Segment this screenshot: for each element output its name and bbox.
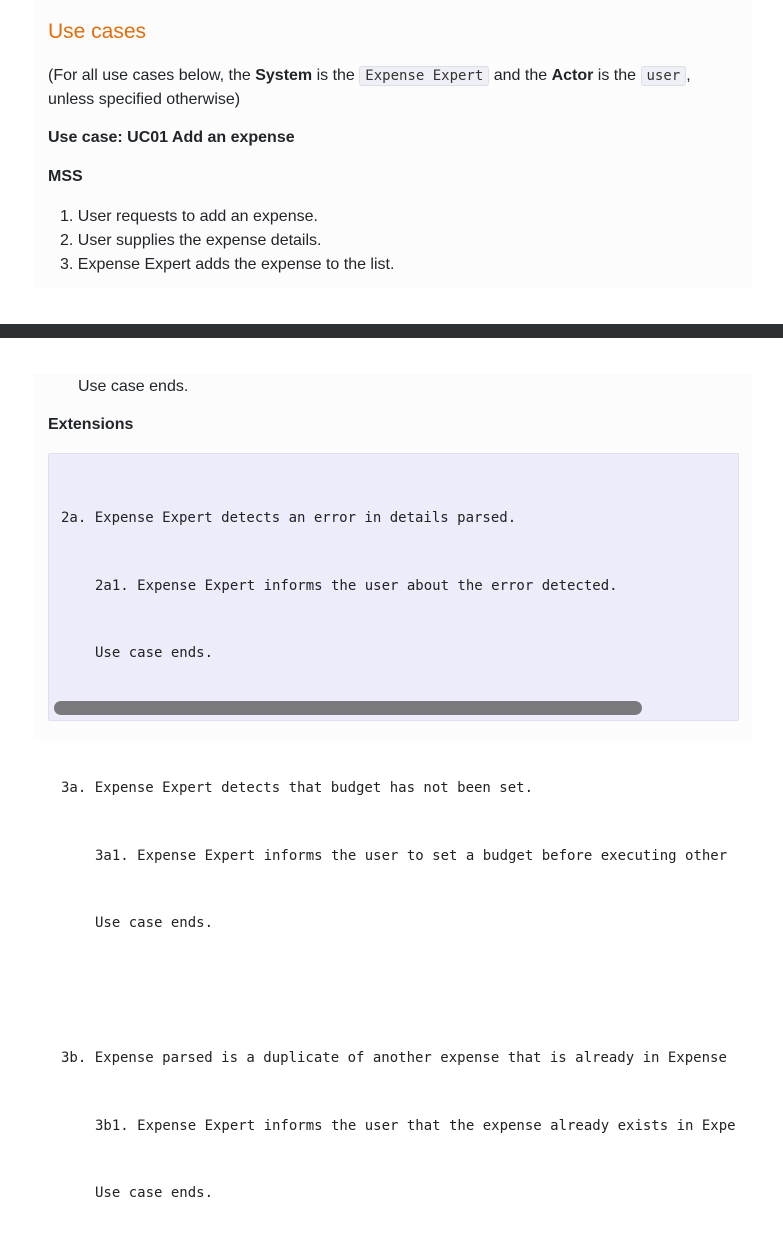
extensions-code: [61, 462, 736, 1250]
mss-step: 3. Expense Expert adds the expense to the list.: [60, 256, 395, 273]
extension-end: Use case ends.: [95, 915, 214, 931]
extension-subline: 2a1. Expense Expert informs the user about the error detected.: [95, 577, 618, 594]
extension-subline: 3a1. Expense Expert informs the user to set a budget before executing other: [95, 847, 728, 864]
mss-step: 2. User supplies the expense details.: [60, 232, 322, 249]
extensions-heading: Extensions: [48, 416, 134, 433]
extension-line: 3b. Expense parsed is a duplicate of another expense that is already in Expense: [61, 1050, 727, 1066]
section-title: Use cases: [48, 20, 147, 43]
use-case-ends: Use case ends.: [78, 378, 189, 395]
mss-heading: MSS: [48, 168, 83, 185]
intro-text-2: is the: [312, 67, 360, 84]
extension-subline: 3b1. Expense Expert informs the user that the expense already exists in Expe: [95, 1117, 736, 1134]
horizontal-scrollbar[interactable]: [54, 701, 642, 715]
intro-text-1: (For all use cases below, the: [48, 67, 256, 84]
mss-step-list: [60, 205, 394, 277]
intro-text-4: is the: [593, 67, 641, 84]
actor-label: Actor: [551, 67, 594, 84]
extensions-code-block[interactable]: [48, 453, 739, 1201]
extension-end: Use case ends.: [95, 645, 214, 661]
intro-text-3: and the: [489, 67, 552, 84]
actor-code: user: [641, 66, 687, 86]
use-case-title: Use case: UC01 Add an expense: [48, 129, 295, 146]
mss-step: 1. User requests to add an expense.: [60, 208, 318, 225]
page-divider: [0, 324, 783, 338]
extension-end: Use case ends.: [95, 1185, 214, 1201]
system-code: Expense Expert: [359, 66, 489, 86]
extension-line: 3a. Expense Expert detects that budget has not been set.: [61, 780, 534, 796]
extension-line: 2a. Expense Expert detects an error in details parsed.: [61, 510, 517, 526]
intro-paragraph: [48, 64, 738, 112]
system-label: System: [255, 67, 313, 84]
intro-text-5: , unless specified otherwise): [48, 67, 691, 108]
blank-line: [61, 980, 736, 1003]
